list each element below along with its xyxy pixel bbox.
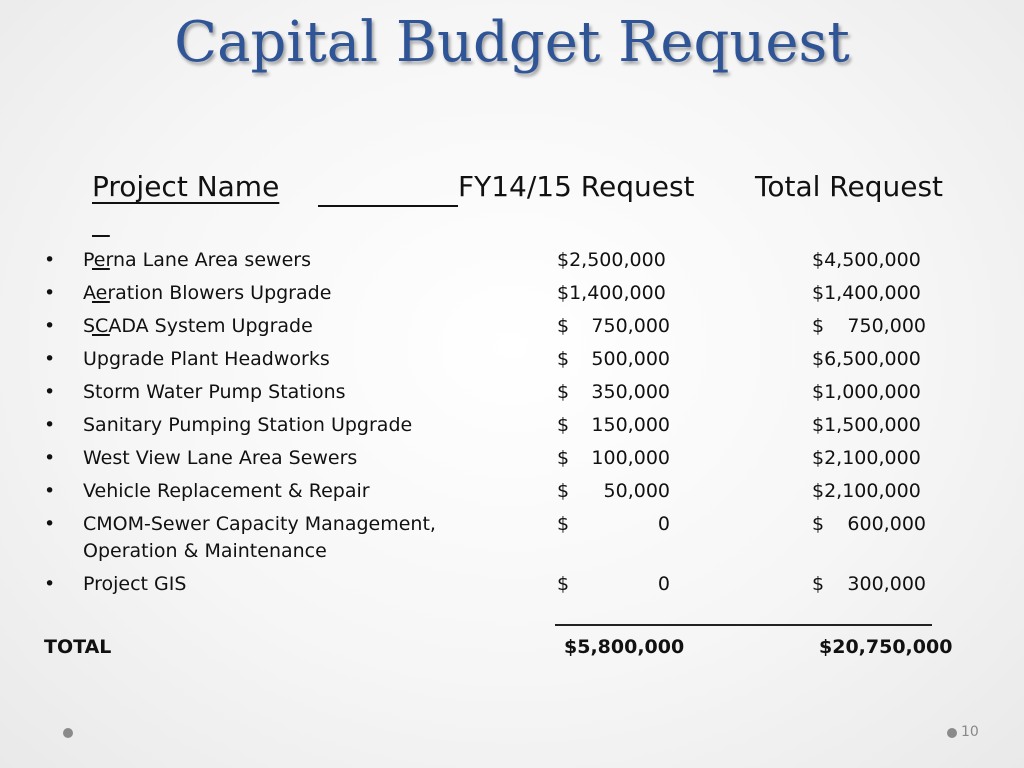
header-project-name: Project Name — [92, 170, 280, 203]
fy-request-value: $1,400,000 — [557, 282, 666, 304]
fy-request-amount: 50,000 — [603, 480, 670, 502]
fy-request-value: $2,500,000 — [557, 249, 666, 271]
bullet: • — [44, 249, 56, 271]
project-name: Storm Water Pump Stations — [83, 381, 346, 403]
total-separator-line — [555, 624, 932, 626]
fy-request-value: $ — [557, 414, 570, 436]
fy-request-value: $ — [557, 348, 570, 370]
fy-request-value: $ — [557, 573, 570, 595]
project-name: SCADA System Upgrade — [83, 315, 313, 337]
bullet: • — [44, 573, 56, 595]
total-request-value: $ — [812, 573, 825, 595]
fy-request-amount: 750,000 — [591, 315, 670, 337]
fy-request-value: $ — [557, 447, 570, 469]
bullet: • — [44, 447, 56, 469]
total-request-value: $1,000,000 — [812, 381, 921, 403]
total-request-value: $2,100,000 — [812, 447, 921, 469]
bullet: • — [44, 513, 56, 535]
fy-request-amount: 100,000 — [591, 447, 670, 469]
slide-title: Capital Budget Request — [174, 10, 850, 75]
fy-request-value: $ — [557, 480, 570, 502]
project-name-continued: Operation & Maintenance — [83, 540, 327, 562]
total-request-value: $ — [812, 513, 825, 535]
total-fy-request: $5,800,000 — [564, 636, 685, 658]
header-total-request: Total Request — [755, 170, 944, 203]
bullet: • — [44, 348, 56, 370]
decorative-dot — [63, 728, 73, 738]
total-request-value: $6,500,000 — [812, 348, 921, 370]
fy-request-amount: 350,000 — [591, 381, 670, 403]
fy-request-amount: 500,000 — [591, 348, 670, 370]
fy-request-amount: 0 — [657, 573, 670, 595]
fy-request-value: $ — [557, 315, 570, 337]
decorative-dot — [947, 728, 957, 738]
total-request-amount: 300,000 — [847, 573, 926, 595]
project-name: West View Lane Area Sewers — [83, 447, 358, 469]
bullet: • — [44, 414, 56, 436]
bullet: • — [44, 381, 56, 403]
total-request-value: $1,500,000 — [812, 414, 921, 436]
total-label: TOTAL — [44, 636, 112, 658]
page-number: 10 — [961, 724, 979, 740]
project-name: Vehicle Replacement & Repair — [83, 480, 370, 502]
fy-request-amount: 0 — [657, 513, 670, 535]
total-request-sum: $20,750,000 — [819, 636, 953, 658]
project-name: Upgrade Plant Headworks — [83, 348, 330, 370]
fy-request-amount: 150,000 — [591, 414, 670, 436]
bullet: • — [44, 480, 56, 502]
total-request-amount: 750,000 — [847, 315, 926, 337]
project-name: CMOM-Sewer Capacity Management, — [83, 513, 436, 535]
project-name: Perna Lane Area sewers — [83, 249, 311, 271]
total-request-value: $2,100,000 — [812, 480, 921, 502]
fy-request-value: $ — [557, 513, 570, 535]
total-request-value: $ — [812, 315, 825, 337]
total-request-amount: 600,000 — [847, 513, 926, 535]
header-fy-request: FY14/15 Request — [458, 170, 695, 203]
project-name: Project GIS — [83, 573, 187, 595]
total-request-value: $4,500,000 — [812, 249, 921, 271]
fy-request-value: $ — [557, 381, 570, 403]
header-underline — [318, 205, 458, 207]
project-name: Aeration Blowers Upgrade — [83, 282, 332, 304]
bullet: • — [44, 282, 56, 304]
bullet: • — [44, 315, 56, 337]
project-name: Sanitary Pumping Station Upgrade — [83, 414, 413, 436]
total-request-value: $1,400,000 — [812, 282, 921, 304]
